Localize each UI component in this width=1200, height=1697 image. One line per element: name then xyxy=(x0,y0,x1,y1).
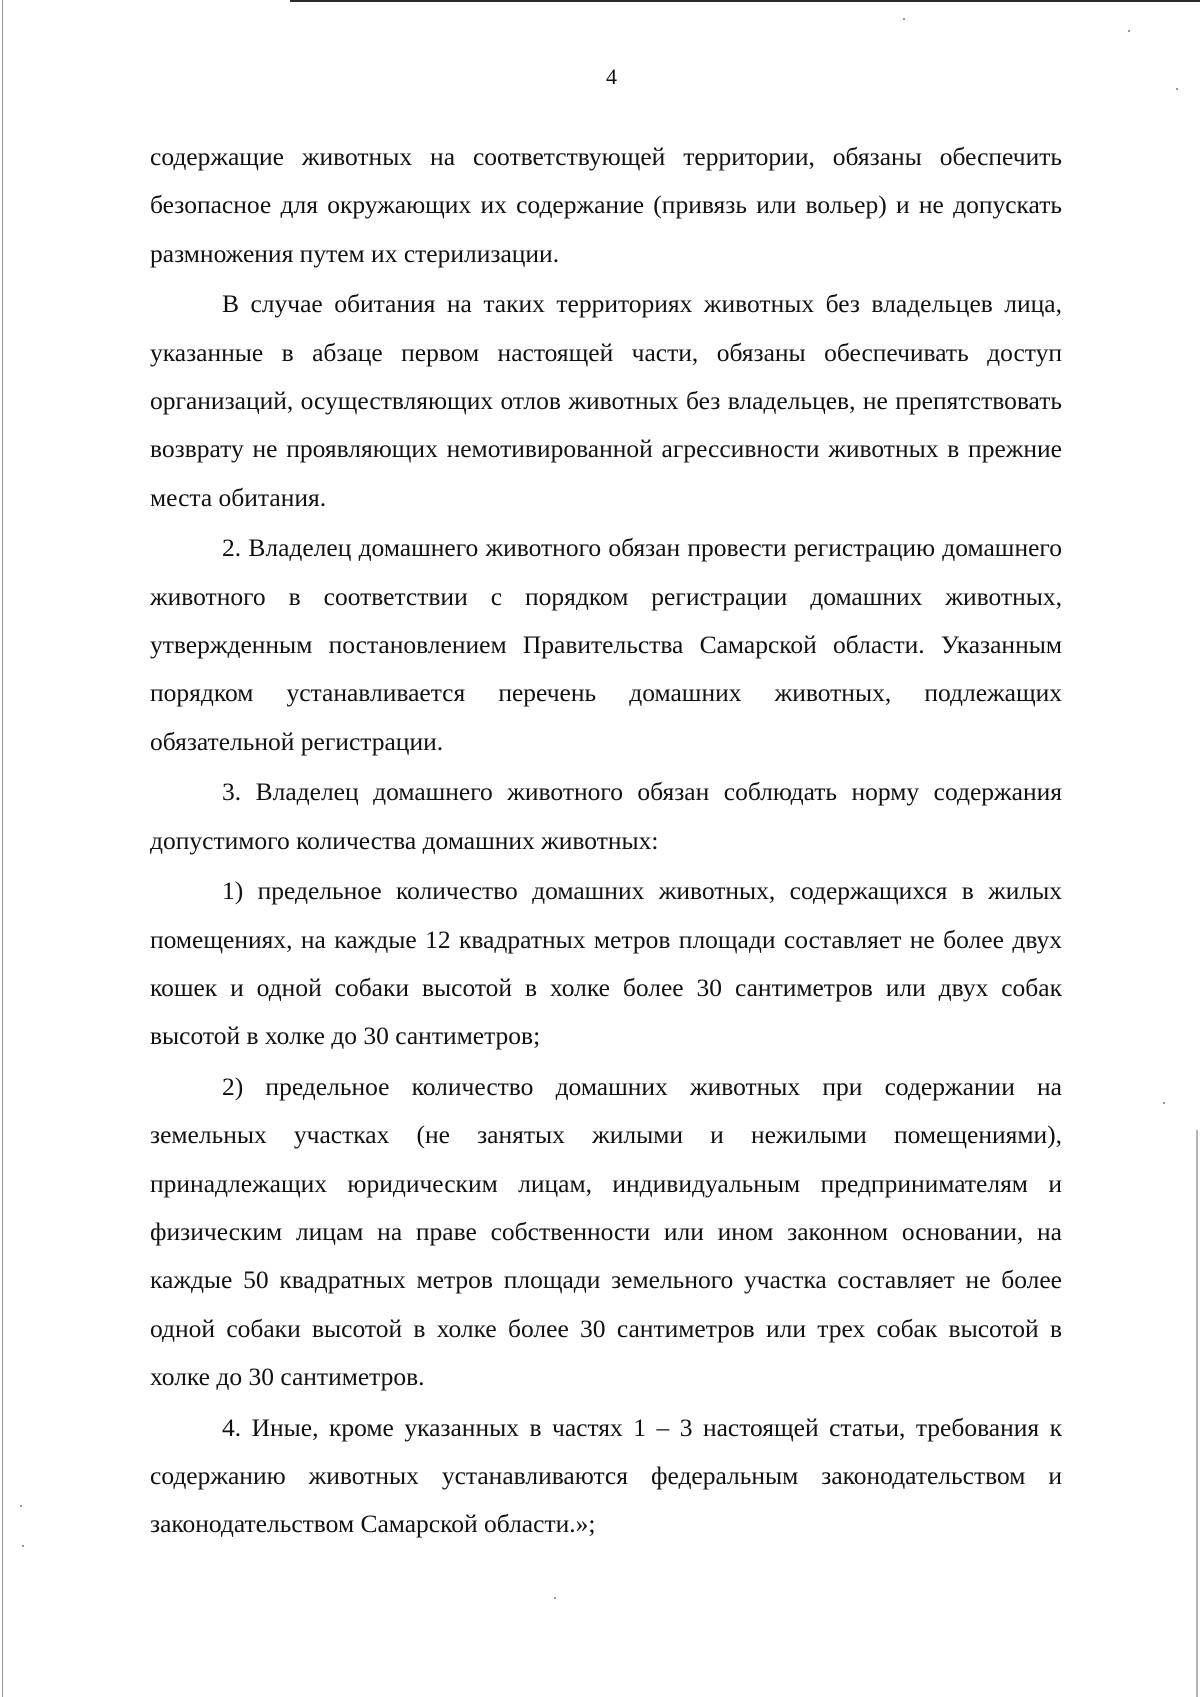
scan-speck xyxy=(903,18,905,20)
scan-speck xyxy=(22,1545,24,1547)
paragraph-norm-residential: 1) предельное количество домашних животных, содержащихся в жилых помещениях, на каждые 12 квадратных метров площади составляет не более двух кошек и одной собаки высотой в холке более 30 сантиметров или двух собак высотой в холке до 30 сантиметров; xyxy=(150,876,1062,1051)
scan-left-edge xyxy=(2,0,3,1697)
scan-speck xyxy=(1128,30,1130,32)
document-body xyxy=(150,133,1062,1549)
scan-speck xyxy=(20,1505,22,1507)
scan-speck xyxy=(554,1597,556,1599)
paragraph-registration: 2. Владелец домашнего животного обязан провести регистрацию домашнего животного в соответствии с порядком регистрации домашних животных, утвержденным постановлением Правительства Самарской области. Указанным порядком устанавливается перечень домашних животных, подлежащих обязательной регистрации. xyxy=(150,533,1062,756)
page-number: 4 xyxy=(606,64,617,89)
paragraph-keeping-norm: 3. Владелец домашнего животного обязан соблюдать норму содержания допустимого количества домашних животных: xyxy=(150,777,1062,855)
scan-top-rule xyxy=(290,0,1200,2)
scan-speck xyxy=(1163,1102,1165,1104)
paragraph-continuation: содержащие животных на соответствующей территории, обязаны обеспечить безопасное для окружающих их содержание (привязь или вольер) и не допускать размножения путем их стерилизации. xyxy=(150,142,1062,268)
scan-right-edge xyxy=(1196,1130,1198,1697)
paragraph-other-requirements: 4. Иные, кроме указанных в частях 1 – 3 настоящей статьи, требования к содержанию животных устанавливаются федеральным законодательством и законодательством Самарской области.»; xyxy=(150,1412,1062,1539)
paragraph-norm-land-plots: 2) предельное количество домашних животных при содержании на земельных участках (не занятых жилыми и нежилыми помещениями), принадлежащих юридическим лицам, индивидуальным предпринимателям и физическим лицам на праве собственности или ином законном основании, на каждые 50 квадратных метров площади земельного участка составляет не более одной собаки высотой в холке более 30 сантиметров или трех собак высотой в холке до 30 сантиметров. xyxy=(150,1071,1062,1392)
paragraph-strays-access: В случае обитания на таких территориях животных без владельцев лица, указанные в абзаце первом настоящей части, обязаны обеспечивать доступ организаций, осуществляющих отлов животных без владельцев, не препятствовать возврату не проявляющих немотивированной агрессивности животных в прежние места обитания. xyxy=(150,289,1062,512)
